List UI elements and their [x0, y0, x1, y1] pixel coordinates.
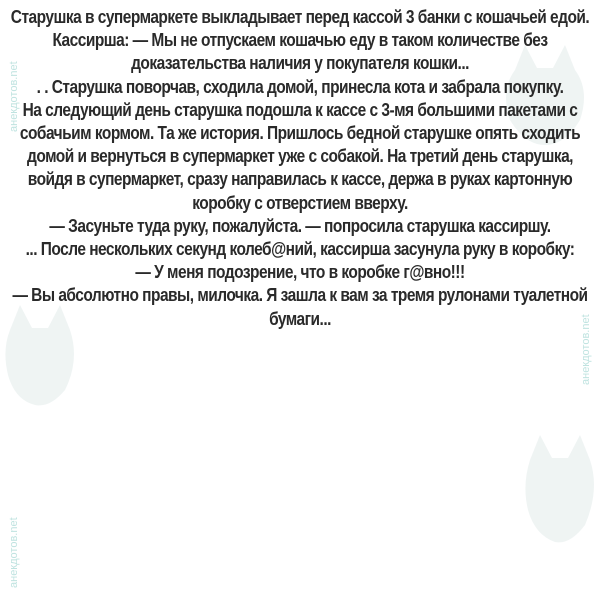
- paragraph: ... После нескольких секунд колеб@ний, кассирша засунула руку в коробку:: [25, 239, 575, 260]
- paragraph: . . Старушка поворчав, сходила домой, принесла кота и забрала покупку.: [36, 76, 564, 97]
- joke-text: [8, 6, 593, 331]
- paragraph: Старушка в супермаркете выкладывает перед кассой 3 банки с кошачьей едой.: [10, 7, 590, 27]
- cat-silhouette-icon: [520, 430, 600, 550]
- watermark: анекдотов.net: [580, 314, 592, 385]
- paragraph: — Засуньте туда руку, пожалуйста. — попросила старушка кассиршу.: [49, 215, 551, 236]
- paragraph: — У меня подозрение, что в коробке г@вно!!!: [135, 262, 465, 283]
- watermark: анекдотов.net: [8, 517, 20, 588]
- watermark: анекдотов.net: [8, 61, 20, 132]
- paragraph: Кассирша: — Мы не отпускаем кошачью еду в таком количестве без доказательства наличия у покупателя кошки...: [52, 30, 548, 74]
- paragraph: На следующий день старушка подошла к кассе с 3-мя большими пакетами с собачьим кормом. Та же история. Пришлось бедной старушке опять сходить домой и вернуться в супермаркет уже с собакой. На третий день старушка, войдя в супермаркет, сразу направилась к кассе, держа в руках картонную коробку с отверстием вверху.: [19, 99, 581, 213]
- paragraph: — Вы абсолютно правы, милочка. Я зашла к вам за тремя рулонами туалетной бумаги...: [12, 285, 588, 329]
